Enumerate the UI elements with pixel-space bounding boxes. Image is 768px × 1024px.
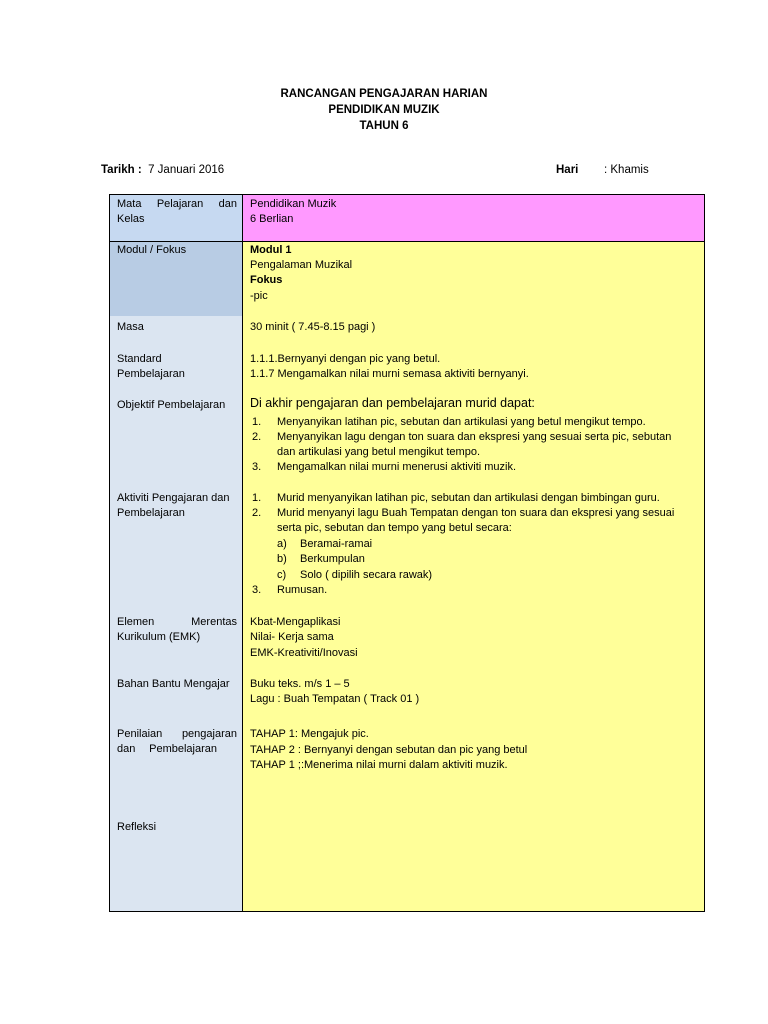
aktiviti-sub-num: c) bbox=[277, 569, 287, 581]
label-aktiviti: Aktiviti Pengajaran dan bbox=[117, 492, 230, 504]
bahan-item: Lagu : Buah Tempatan ( Track 01 ) bbox=[250, 693, 420, 705]
label-kelas: Kelas bbox=[117, 213, 145, 225]
label-modul: Modul / Fokus bbox=[117, 244, 187, 256]
aktiviti-sub-item: Berkumpulan bbox=[300, 553, 365, 565]
subject-name: Pendidikan Muzik bbox=[250, 198, 337, 210]
label-penilaian: Penilaian pengajaran bbox=[117, 728, 237, 740]
label-bahan: Bahan Bantu Mengajar bbox=[117, 678, 230, 690]
doc-year: TAHUN 6 bbox=[359, 120, 409, 132]
masa-value: 30 minit ( 7.45-8.15 pagi ) bbox=[250, 321, 376, 333]
label-dan-pembelajaran: dan Pembelajaran bbox=[117, 743, 217, 755]
aktiviti-num: 3. bbox=[252, 584, 262, 596]
objektif-num: 3. bbox=[252, 461, 262, 473]
label-aktiviti-pembelajaran: Pembelajaran bbox=[117, 507, 185, 519]
aktiviti-sub-item: Solo ( dipilih secara rawak) bbox=[300, 569, 433, 581]
aktiviti-item: Murid menyanyi lagu Buah Tempatan dengan ton suara dan ekspresi yang sesuai bbox=[277, 507, 675, 519]
doc-subtitle: PENDIDIKAN MUZIK bbox=[328, 104, 440, 116]
objektif-num: 2. bbox=[252, 431, 262, 443]
fokus-title: Fokus bbox=[250, 274, 283, 286]
hari-row bbox=[556, 164, 578, 176]
penilaian-item: TAHAP 1 ;:Menerima nilai murni dalam aktiviti muzik. bbox=[250, 759, 508, 771]
emk-item: Kbat-Mengaplikasi bbox=[250, 616, 341, 628]
label-elemen: Elemen Merentas bbox=[117, 616, 237, 628]
label-refleksi: Refleksi bbox=[117, 821, 157, 833]
aktiviti-item: Murid menyanyikan latihan pic, sebutan dan artikulasi dengan bimbingan guru. bbox=[277, 492, 660, 504]
bahan-item: Buku teks. m/s 1 – 5 bbox=[250, 678, 350, 690]
tarikh-value: 7 Januari 2016 bbox=[148, 164, 225, 176]
aktiviti-sub-num: b) bbox=[277, 553, 287, 565]
doc-title: RANCANGAN PENGAJARAN HARIAN bbox=[280, 88, 488, 100]
aktiviti-num: 1. bbox=[252, 492, 262, 504]
objektif-item-cont: dan artikulasi yang betul mengikut tempo. bbox=[277, 446, 481, 458]
penilaian-item: TAHAP 2 : Bernyanyi dengan sebutan dan pic yang betul bbox=[250, 744, 528, 756]
objektif-intro: Di akhir pengajaran dan pembelajaran murid dapat: bbox=[250, 396, 535, 410]
objektif-item: Menyanyikan lagu dengan ton suara dan ekspresi yang sesuai serta pic, sebutan bbox=[277, 431, 672, 443]
objektif-item: Menyanyikan latihan pic, sebutan dan artikulasi yang betul mengikut tempo. bbox=[277, 416, 646, 428]
label-masa: Masa bbox=[117, 321, 144, 333]
hari-label: Hari bbox=[556, 164, 579, 176]
aktiviti-item: Rumusan. bbox=[277, 584, 328, 596]
aktiviti-item-cont: serta pic, sebutan dan tempo yang betul secara: bbox=[277, 522, 512, 534]
standard-item: 1.1.7 Mengamalkan nilai murni semasa aktiviti bernyanyi. bbox=[250, 368, 529, 380]
standard-item: 1.1.1.Bernyanyi dengan pic yang betul. bbox=[250, 353, 441, 365]
label-objektif: Objektif Pembelajaran bbox=[117, 399, 226, 411]
fokus-value: -pic bbox=[250, 290, 268, 302]
objektif-item: Mengamalkan nilai murni menerusi aktiviti muzik. bbox=[277, 461, 517, 473]
class-name: 6 Berlian bbox=[250, 213, 294, 225]
tarikh-label: Tarikh : bbox=[101, 164, 142, 176]
penilaian-item: TAHAP 1: Mengajuk pic. bbox=[250, 728, 369, 740]
label-standard: Standard bbox=[117, 353, 162, 365]
aktiviti-sub-item: Beramai-ramai bbox=[300, 538, 373, 550]
emk-item: Nilai- Kerja sama bbox=[250, 631, 334, 643]
hari-value: : Khamis bbox=[604, 164, 649, 176]
objektif-num: 1. bbox=[252, 416, 262, 428]
label-mata-pelajaran: Mata Pelajaran dan bbox=[117, 198, 237, 210]
modul-title: Modul 1 bbox=[250, 244, 292, 256]
label-kurikulum: Kurikulum (EMK) bbox=[117, 631, 201, 643]
lesson-plan-table bbox=[109, 194, 705, 912]
modul-name: Pengalaman Muzikal bbox=[250, 259, 353, 271]
tarikh-row bbox=[101, 164, 224, 176]
label-standard-pembelajaran: Pembelajaran bbox=[117, 368, 185, 380]
aktiviti-sub-num: a) bbox=[277, 538, 287, 550]
emk-item: EMK-Kreativiti/Inovasi bbox=[250, 647, 358, 659]
aktiviti-num: 2. bbox=[252, 507, 262, 519]
